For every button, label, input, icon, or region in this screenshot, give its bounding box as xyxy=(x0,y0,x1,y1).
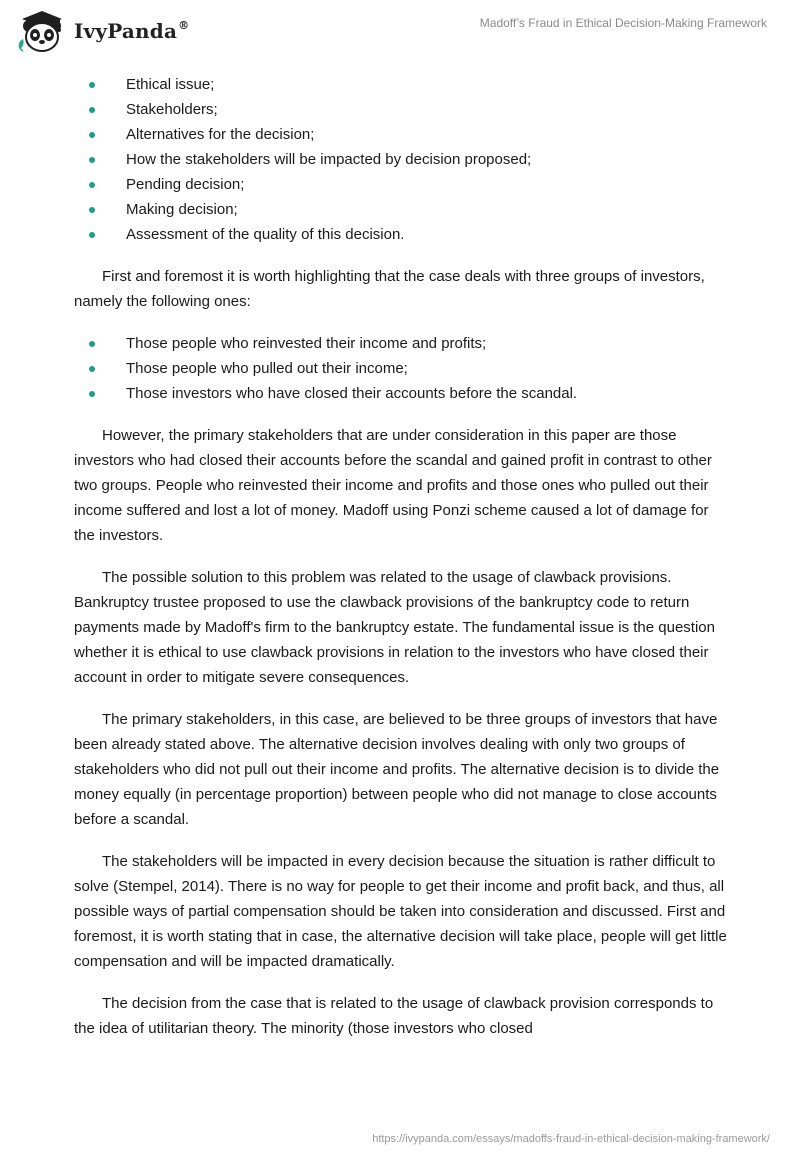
list-item: Assessment of the quality of this decision. xyxy=(74,222,729,247)
list-item: Those people who pulled out their income; xyxy=(74,356,729,381)
paragraph: However, the primary stakeholders that are under consideration in this paper are those investors who had closed their accounts before the scandal and gained profit in contrast to other two groups. People who reinvested their income and profits and those ones who pulled out their income suffered and lost a lot of money. Madoff using Ponzi scheme caused a lot of damage for the investors. xyxy=(74,427,712,544)
bullet-icon xyxy=(89,232,95,238)
list-item: Pending decision; xyxy=(74,172,729,197)
bullet-icon xyxy=(89,182,95,188)
list-item: Alternatives for the decision; xyxy=(74,122,729,147)
bullet-icon xyxy=(89,82,95,88)
paragraph: The primary stakeholders, in this case, are believed to be three groups of investors that have been already stated above. The alternative decision involves dealing with only two groups of stakeholders who did not pull out their income and profits. The alternative decision is to divide the money equally (in percentage proportion) between people who did not manage to close accounts before a scandal. xyxy=(74,711,720,828)
list-item: Those people who reinvested their income and profits; xyxy=(74,331,729,356)
bullet-icon xyxy=(89,132,95,138)
list-item: Those investors who have closed their accounts before the scandal. xyxy=(74,381,729,406)
list-item: Ethical issue; xyxy=(74,72,729,97)
paragraph: The possible solution to this problem was related to the usage of clawback provisions. Bankruptcy trustee proposed to use the clawback provisions of the bankruptcy code to return payments made by Madoff's firm to the bankruptcy estate. The fundamental issue is the question whether it is ethical to use clawback provisions in relation to the investors who have closed their account in order to mitigate severe consequences. xyxy=(74,569,715,686)
bullet-icon xyxy=(89,107,95,113)
paragraph-intro: First and foremost it is worth highlighting that the case deals with three groups of investors, namely the following ones: xyxy=(74,268,705,310)
bullet-icon xyxy=(89,391,95,397)
list-item: Stakeholders; xyxy=(74,97,729,122)
logo-wordmark: IvyPanda® xyxy=(74,19,190,43)
bullet-icon xyxy=(89,366,95,372)
bullet-icon xyxy=(89,207,95,213)
paragraph: The decision from the case that is related to the usage of clawback provision corresponds to the idea of utilitarian theory. The minority (those investors who closed xyxy=(74,995,714,1037)
document-title: Madoff’s Fraud in Ethical Decision-Making Framework xyxy=(479,16,767,30)
source-url[interactable]: https://ivypanda.com/essays/madoffs-fraud-in-ethical-decision-making-framework/ xyxy=(372,1133,770,1145)
bullet-icon xyxy=(89,157,95,163)
decision-steps-list xyxy=(74,72,729,247)
panda-graduate-icon xyxy=(14,9,70,53)
paragraph: The stakeholders will be impacted in every decision because the situation is rather difficult to solve (Stempel, 2014). There is no way for people to get their income and profit back, and thus, all possible ways of partial compensation should be taken into consideration and discussed. First and foremost, it is worth stating that in case, the alternative decision will take place, people will get little compensation and will be impacted dramatically. xyxy=(74,853,727,970)
bullet-icon xyxy=(89,341,95,347)
page-header xyxy=(0,0,800,62)
investor-groups-list xyxy=(74,331,729,406)
list-item: How the stakeholders will be impacted by decision proposed; xyxy=(74,147,729,172)
ivypanda-logo[interactable] xyxy=(14,9,189,53)
essay-content xyxy=(74,72,729,1058)
list-item: Making decision; xyxy=(74,197,729,222)
